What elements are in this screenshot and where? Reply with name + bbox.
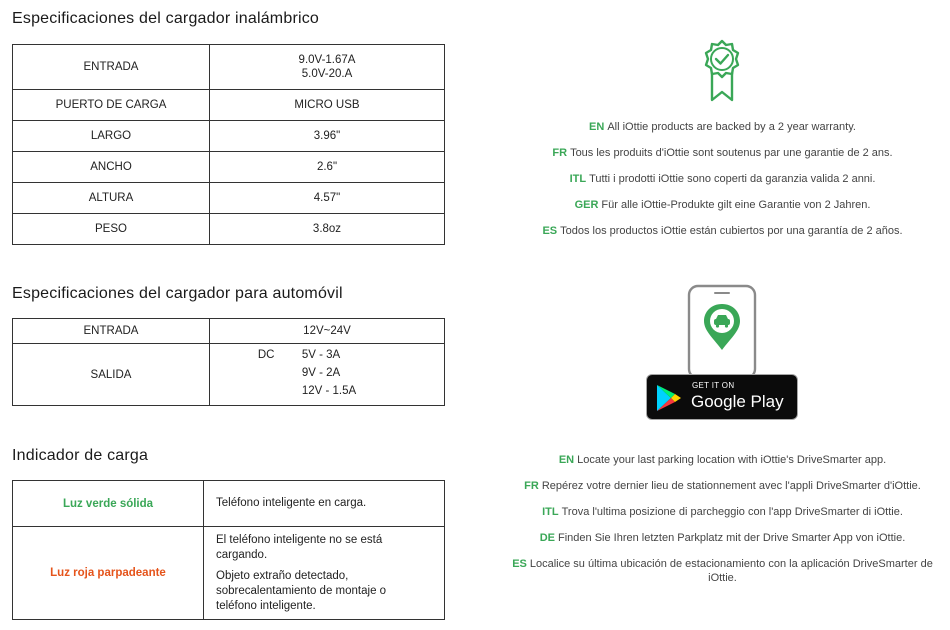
lang-code: ITL: [569, 173, 587, 185]
spec-value: [210, 45, 445, 90]
lang-text: Locate your last parking location with iOttie's DriveSmarter app.: [577, 454, 887, 466]
spec-value: MICRO USB: [210, 90, 445, 121]
list-item: [500, 172, 945, 186]
spec-value: 12V~24V: [210, 319, 445, 344]
table-row: [13, 319, 445, 344]
lang-code: EN: [589, 121, 605, 133]
output-value: 9V - 2A: [301, 367, 341, 379]
table-row: [13, 121, 445, 152]
lang-text: Todos los productos iOttie están cubiertos por una garantía de 2 años.: [560, 225, 903, 237]
lang-code: EN: [558, 454, 575, 466]
warranty-badge-icon: [700, 38, 744, 104]
table-row: [13, 183, 445, 214]
desc-text: El teléfono inteligente no se está cargando.: [216, 533, 383, 561]
red-light-desc: [204, 527, 445, 620]
lang-text: Finden Sie Ihren letzten Parkplatz mit der Drive Smarter App von iOttie.: [558, 532, 906, 544]
list-item: [500, 479, 945, 493]
lang-text: All iOttie products are backed by a 2 year warranty.: [607, 121, 856, 133]
table-row: [13, 90, 445, 121]
output-prefix: DC: [257, 349, 275, 361]
list-item: [500, 224, 945, 238]
green-light-desc: [204, 481, 445, 527]
lang-code: ES: [542, 225, 558, 237]
lang-text: Repérez votre dernier lieu de stationnement avec l'appli DriveSmarter d'iOttie.: [541, 480, 921, 492]
spec-value: 3.96": [210, 121, 445, 152]
lang-text: Für alle iOttie-Produkte gilt eine Garantie von 2 Jahren.: [601, 199, 871, 211]
lang-code: GER: [574, 199, 599, 211]
lang-text: Tous les produits d'iOttie sont soutenus par une garantie de 2 ans.: [570, 147, 893, 159]
spec-label: LARGO: [13, 121, 210, 152]
list-item: [500, 531, 945, 545]
lang-text: Localice su última ubicación de estacionamiento con la aplicación DriveSmarter de iOttie.: [529, 558, 933, 584]
spec-label: SALIDA: [13, 344, 210, 406]
spec-label: ENTRADA: [13, 45, 210, 90]
output-value: 12V - 1.5A: [301, 385, 357, 397]
green-light-label: Luz verde sólida: [13, 481, 204, 527]
table-row: [13, 527, 445, 620]
warranty-list: [500, 120, 945, 238]
lang-code: FR: [524, 480, 539, 492]
table-row: [13, 481, 445, 527]
lang-code: FR: [552, 147, 568, 159]
table-row: [13, 214, 445, 245]
red-light-label: Luz roja parpadeante: [13, 527, 204, 620]
spec-label: ALTURA: [13, 183, 210, 214]
spec-label: PUERTO DE CARGA: [13, 90, 210, 121]
google-play-badge[interactable]: [646, 374, 798, 420]
output-value: 5V - 3A: [301, 349, 341, 361]
spec-label: ANCHO: [13, 152, 210, 183]
desc-text: Objeto extraño detectado, sobrecalentamiento de montaje o teléfono inteligente.: [216, 569, 387, 612]
lang-code: ITL: [542, 506, 559, 518]
spec-value-line: 5.0V-20.A: [301, 68, 353, 80]
spec-label: ENTRADA: [13, 319, 210, 344]
desc-text: Teléfono inteligente en carga.: [216, 497, 367, 509]
lang-code: DE: [539, 532, 555, 544]
table-row: [13, 152, 445, 183]
table-row: [13, 344, 445, 406]
table-row: [13, 45, 445, 90]
spec-value: [210, 344, 445, 406]
spec-value-line: 9.0V-1.67A: [298, 54, 356, 66]
car-specs-title: Especificaciones del cargador para automóvil: [12, 285, 343, 302]
car-specs-table: [12, 318, 445, 406]
list-item: [500, 146, 945, 160]
lang-code: ES: [512, 558, 527, 570]
wireless-specs-title: Especificaciones del cargador inalámbrico: [12, 10, 320, 27]
spec-label: PESO: [13, 214, 210, 245]
list-item: [500, 505, 945, 519]
wireless-specs-table: [12, 44, 445, 245]
list-item: [500, 453, 945, 467]
lang-text: Tutti i prodotti iOttie sono coperti da garanzia valida 2 anni.: [589, 173, 876, 185]
app-list: [500, 453, 945, 585]
indicator-table: [12, 480, 445, 620]
indicator-title: Indicador de carga: [12, 447, 149, 464]
google-play-icon: [656, 384, 682, 412]
list-item: [500, 198, 945, 212]
phone-car-location-icon: [687, 284, 757, 380]
spec-value: 4.57": [210, 183, 445, 214]
badge-bottom-text: Google Play: [691, 392, 784, 411]
lang-text: Trova l'ultima posizione di parcheggio con l'app DriveSmarter di iOttie.: [561, 506, 903, 518]
list-item: [500, 120, 945, 134]
list-item: [500, 557, 945, 585]
badge-top-text: GET IT ON: [692, 381, 735, 390]
spec-value: 2.6": [210, 152, 445, 183]
spec-value: 3.8oz: [210, 214, 445, 245]
